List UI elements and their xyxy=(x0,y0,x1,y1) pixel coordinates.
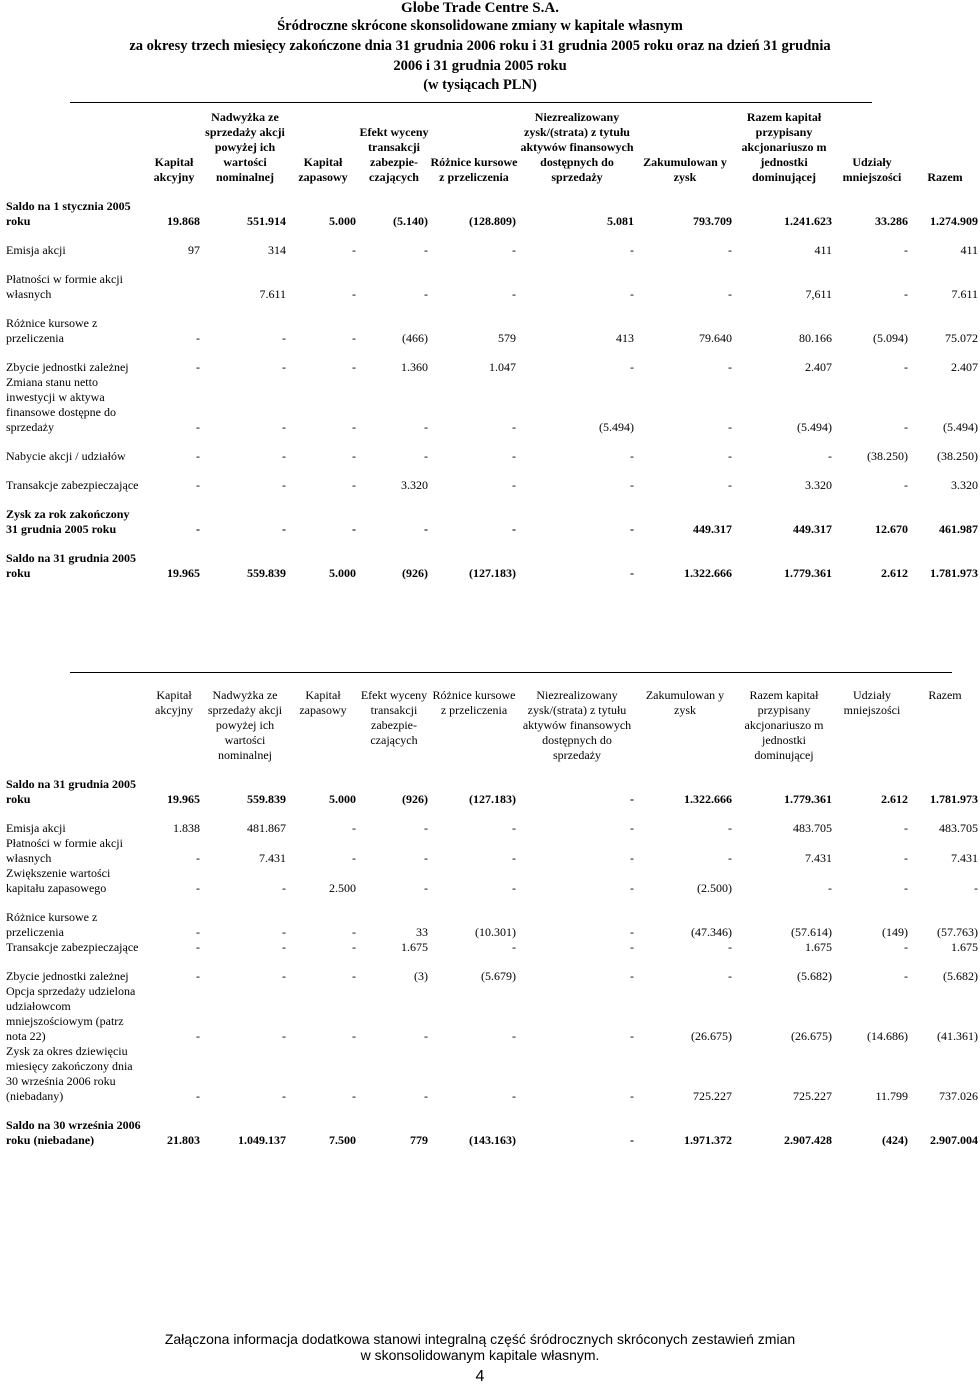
cell-value: 1.322.666 xyxy=(684,566,732,580)
cell-value: - xyxy=(196,449,200,463)
cell-value: 725.227 xyxy=(693,1089,732,1103)
spacer-row xyxy=(6,302,980,316)
cell-value: (143.163) xyxy=(469,1133,516,1147)
cell-value: 33 xyxy=(416,925,428,939)
cell-value: - xyxy=(352,449,356,463)
cell-value: 411 xyxy=(814,243,832,257)
cell-value: - xyxy=(630,940,634,954)
cell-value: 75.072 xyxy=(945,331,978,345)
cell-value: - xyxy=(352,243,356,257)
cell-value: (424) xyxy=(882,1133,908,1147)
cell-value: - xyxy=(424,287,428,301)
cell-value: 5.000 xyxy=(329,214,356,228)
cell-value: 483.705 xyxy=(939,821,978,835)
row-label: Emisja akcji xyxy=(6,821,66,835)
cell-value: - xyxy=(196,360,200,374)
cell-value: 449.317 xyxy=(793,522,832,536)
column-header: Udziały mniejszości xyxy=(843,688,901,717)
cell-value: - xyxy=(728,969,732,983)
cell-value: - xyxy=(282,420,286,434)
equity-table-2006 xyxy=(6,688,980,1148)
cell-value: 1.675 xyxy=(805,940,832,954)
row-label: Saldo na 1 stycznia 2005 roku xyxy=(6,199,131,228)
column-header: Niezrealizowany zysk/(strata) z tytułu aktywów finansowych dostępnych do sprzedaży xyxy=(520,110,634,184)
cell-value: 1.675 xyxy=(951,940,978,954)
cell-value: - xyxy=(352,331,356,345)
cell-value: 7,611 xyxy=(805,287,832,301)
spacer-row xyxy=(6,1104,980,1118)
table-row xyxy=(6,1118,980,1148)
row-label: Płatności w formie akcji własnych xyxy=(6,836,123,865)
cell-value: - xyxy=(630,881,634,895)
cell-value: - xyxy=(196,1029,200,1043)
cell-value: 483.705 xyxy=(793,821,832,835)
column-header: Zakumulowan y zysk xyxy=(645,688,725,717)
row-label: Opcja sprzedaży udzielona udziałowcom mniejszościowym (patrz nota 22) xyxy=(6,984,136,1043)
cell-value: - xyxy=(352,1089,356,1103)
cell-value: 2.907.004 xyxy=(930,1133,978,1147)
row-label: Saldo na 31 grudnia 2005 roku xyxy=(6,551,137,580)
cell-value: 1.779.361 xyxy=(784,792,832,806)
cell-value: 1.047 xyxy=(489,360,516,374)
cell-value: - xyxy=(630,360,634,374)
cell-value: - xyxy=(512,478,516,492)
cell-value: 551.914 xyxy=(247,214,286,228)
table-row xyxy=(6,777,980,807)
cell-value: (5.682) xyxy=(943,969,978,983)
cell-value: 1.971.372 xyxy=(684,1133,732,1147)
cell-value: - xyxy=(728,478,732,492)
cell-value: - xyxy=(904,243,908,257)
spacer-row xyxy=(6,537,980,551)
cell-value: - xyxy=(424,851,428,865)
cell-value: 1.274.909 xyxy=(930,214,978,228)
cell-value: 737.026 xyxy=(939,1089,978,1103)
column-header: Kapitał akcyjny xyxy=(155,688,193,717)
cell-value: 33.286 xyxy=(875,214,908,228)
row-label: Różnice kursowe z przeliczenia xyxy=(6,910,98,939)
cell-value: - xyxy=(512,287,516,301)
cell-value: 3.320 xyxy=(951,478,978,492)
row-label: Płatności w formie akcji własnych xyxy=(6,272,123,301)
cell-value: - xyxy=(282,969,286,983)
spacer-row xyxy=(6,346,980,360)
cell-value: (926) xyxy=(402,792,428,806)
company-name: Globe Trade Centre S.A. xyxy=(401,0,559,16)
cell-value: - xyxy=(728,420,732,434)
cell-value: 1.781.973 xyxy=(930,566,978,580)
page-number: 4 xyxy=(475,1368,485,1385)
cell-value: - xyxy=(282,360,286,374)
column-header-row xyxy=(6,688,980,763)
spacer-row xyxy=(6,229,980,243)
cell-value: (57.763) xyxy=(937,925,978,939)
cell-value: - xyxy=(282,1029,286,1043)
cell-value: - xyxy=(512,1089,516,1103)
spacer-row xyxy=(6,185,980,199)
column-header: Udziały mniejszości xyxy=(842,155,902,184)
cell-value: 559.839 xyxy=(247,566,286,580)
cell-value: (38.250) xyxy=(867,449,908,463)
column-header: Efekt wyceny transakcji zabezpie-czających xyxy=(360,688,428,747)
cell-value: - xyxy=(630,925,634,939)
cell-value: 779 xyxy=(410,1133,428,1147)
cell-value: - xyxy=(630,522,634,536)
cell-value: - xyxy=(630,1089,634,1103)
column-header-row xyxy=(6,110,980,185)
cell-value: 7.431 xyxy=(805,851,832,865)
cell-value: - xyxy=(904,969,908,983)
cell-value: (14.686) xyxy=(867,1029,908,1043)
footer-line: w skonsolidowanym kapitale własnym. xyxy=(360,1347,600,1363)
cell-value: 1.322.666 xyxy=(684,792,732,806)
spacer-row xyxy=(6,493,980,507)
row-label: Zbycie jednostki zależnej xyxy=(6,360,129,374)
cell-value: 2.907.428 xyxy=(784,1133,832,1147)
cell-value: - xyxy=(904,478,908,492)
statement-period: za okresy trzech miesięcy zakończone dnia 31 grudnia 2006 roku i 31 grudnia 2005 roku oraz na dzień 31 grudnia xyxy=(129,38,831,54)
column-header: Razem xyxy=(928,688,962,702)
cell-value: 1.049.137 xyxy=(238,1133,286,1147)
cell-value: - xyxy=(630,478,634,492)
row-label: Emisja akcji xyxy=(6,243,66,257)
cell-value: - xyxy=(282,881,286,895)
cell-value: - xyxy=(728,851,732,865)
cell-value: (2.500) xyxy=(697,881,732,895)
cell-value: 19.965 xyxy=(167,792,200,806)
cell-value: - xyxy=(196,940,200,954)
cell-value: - xyxy=(352,821,356,835)
cell-value: - xyxy=(352,1029,356,1043)
spacer-row xyxy=(6,464,980,478)
cell-value: - xyxy=(282,925,286,939)
table-row xyxy=(6,507,980,537)
cell-value: - xyxy=(512,522,516,536)
table-row xyxy=(6,478,980,493)
table-row xyxy=(6,1044,980,1104)
cell-value: - xyxy=(282,940,286,954)
cell-value: - xyxy=(728,243,732,257)
cell-value: - xyxy=(352,287,356,301)
cell-value: 314 xyxy=(268,243,286,257)
cell-value: 19.868 xyxy=(167,214,200,228)
table-row xyxy=(6,449,980,464)
cell-value: - xyxy=(630,821,634,835)
cell-value: - xyxy=(728,360,732,374)
cell-value: (5.140) xyxy=(393,214,428,228)
cell-value xyxy=(146,272,202,302)
column-header: Nadwyżka ze sprzedaży akcji powyżej ich wartości nominalnej xyxy=(205,110,285,184)
cell-value: - xyxy=(424,522,428,536)
cell-value: (5.682) xyxy=(797,969,832,983)
cell-value: - xyxy=(424,420,428,434)
cell-value: - xyxy=(352,925,356,939)
cell-value: - xyxy=(352,360,356,374)
footer-note xyxy=(0,1331,960,1363)
column-header: Różnice kursowe z przeliczenia xyxy=(432,688,516,717)
row-label: Zysk za okres dziewięciu miesięcy zakończony dnia 30 września 2006 roku (niebadany) xyxy=(6,1044,133,1103)
row-label: Różnice kursowe z przeliczenia xyxy=(6,316,98,345)
column-header: Razem xyxy=(927,170,963,184)
cell-value: 2.612 xyxy=(881,792,908,806)
cell-value: - xyxy=(512,821,516,835)
table-row xyxy=(6,272,980,302)
cell-value: - xyxy=(282,449,286,463)
cell-value: - xyxy=(352,420,356,434)
spacer-row xyxy=(6,763,980,777)
cell-value: - xyxy=(828,881,832,895)
cell-value: - xyxy=(196,331,200,345)
cell-value: (127.183) xyxy=(469,566,516,580)
cell-value: 461.987 xyxy=(939,522,978,536)
table-row xyxy=(6,821,980,836)
cell-value: - xyxy=(512,420,516,434)
column-header: Kapitał akcyjny xyxy=(153,155,195,184)
table-row xyxy=(6,836,980,866)
row-label: Zmiana stanu netto inwestycji w aktywa finansowe dostępne do sprzedaży xyxy=(6,375,116,434)
cell-value: (926) xyxy=(402,566,428,580)
cell-value: - xyxy=(728,821,732,835)
cell-value: - xyxy=(512,940,516,954)
row-label: Nabycie akcji / udziałów xyxy=(6,449,126,463)
row-label: Transakcje zabezpieczające xyxy=(6,478,139,492)
cell-value: - xyxy=(630,566,634,580)
cell-value: - xyxy=(974,881,978,895)
cell-value: - xyxy=(282,522,286,536)
cell-value: - xyxy=(282,1089,286,1103)
cell-value: - xyxy=(512,851,516,865)
cell-value: 411 xyxy=(960,243,978,257)
cell-value: - xyxy=(512,243,516,257)
row-label: Zbycie jednostki zależnej xyxy=(6,969,129,983)
cell-value: 7.611 xyxy=(259,287,286,301)
column-header: Zakumulowan y zysk xyxy=(643,155,727,184)
spacer-row xyxy=(6,807,980,821)
cell-value: 19.965 xyxy=(167,566,200,580)
cell-value: - xyxy=(904,821,908,835)
cell-value: 21.803 xyxy=(167,1133,200,1147)
cell-value: - xyxy=(196,1089,200,1103)
cell-value: 481.867 xyxy=(247,821,286,835)
cell-value: 3.320 xyxy=(401,478,428,492)
cell-value: - xyxy=(196,969,200,983)
cell-value: - xyxy=(630,969,634,983)
column-header: Nadwyżka ze sprzedaży akcji powyżej ich wartości nominalnej xyxy=(207,688,283,762)
row-label: Saldo na 31 grudnia 2005 roku xyxy=(6,777,137,806)
cell-value: - xyxy=(630,851,634,865)
spacer-row xyxy=(6,435,980,449)
statement-period-cont: 2006 i 31 grudnia 2005 roku xyxy=(393,58,567,74)
cell-value: (5.494) xyxy=(599,420,634,434)
cell-value: 1.838 xyxy=(173,821,200,835)
cell-value: - xyxy=(630,1133,634,1147)
cell-value: 1.781.973 xyxy=(930,792,978,806)
cell-value: (5.094) xyxy=(873,331,908,345)
cell-value: (26.675) xyxy=(691,1029,732,1043)
cell-value: - xyxy=(828,449,832,463)
equity-table-2005 xyxy=(6,110,980,581)
cell-value: 80.166 xyxy=(799,331,832,345)
cell-value: - xyxy=(424,243,428,257)
cell-value: 2.612 xyxy=(881,566,908,580)
cell-value: - xyxy=(424,881,428,895)
cell-value: - xyxy=(728,287,732,301)
column-header: Razem kapitał przypisany akcjonariuszo m jednostki dominującej xyxy=(744,688,824,762)
cell-value: (128.809) xyxy=(469,214,516,228)
table-row xyxy=(6,984,980,1044)
row-label: Zwiększenie wartości kapitału zapasowego xyxy=(6,866,111,895)
cell-value: 449.317 xyxy=(693,522,732,536)
cell-value: - xyxy=(630,287,634,301)
statement-units: (w tysiącach PLN) xyxy=(423,77,537,93)
cell-value: 5.000 xyxy=(329,566,356,580)
cell-value: - xyxy=(196,478,200,492)
spacer-row xyxy=(6,896,980,910)
row-label: Transakcje zabezpieczające xyxy=(6,940,139,954)
cell-value: - xyxy=(904,940,908,954)
cell-value: - xyxy=(352,969,356,983)
cell-value: 12.670 xyxy=(875,522,908,536)
cell-value: - xyxy=(728,449,732,463)
cell-value: 97 xyxy=(188,243,200,257)
cell-value: - xyxy=(630,449,634,463)
cell-value: (38.250) xyxy=(937,449,978,463)
cell-value: (10.301) xyxy=(475,925,516,939)
cell-value: (5.679) xyxy=(481,969,516,983)
cell-value: - xyxy=(512,881,516,895)
cell-value: 11.799 xyxy=(875,1089,908,1103)
cell-value: 3.320 xyxy=(805,478,832,492)
column-header: Niezrealizowany zysk/(strata) z tytułu aktywów finansowych dostępnych do sprzedaży xyxy=(522,688,632,762)
cell-value: 2.407 xyxy=(951,360,978,374)
table-row xyxy=(6,316,980,346)
cell-value: 7.431 xyxy=(259,851,286,865)
table-row xyxy=(6,551,980,581)
section-rule xyxy=(70,672,952,673)
cell-value: - xyxy=(630,1029,634,1043)
cell-value: (26.675) xyxy=(791,1029,832,1043)
cell-value: (57.614) xyxy=(791,925,832,939)
cell-value: 79.640 xyxy=(699,331,732,345)
cell-value: 579 xyxy=(498,331,516,345)
cell-value: 793.709 xyxy=(693,214,732,228)
cell-value: - xyxy=(512,449,516,463)
cell-value: (5.494) xyxy=(797,420,832,434)
table-row xyxy=(6,243,980,258)
cell-value: - xyxy=(512,1029,516,1043)
cell-value: (5.494) xyxy=(943,420,978,434)
cell-value: - xyxy=(352,522,356,536)
cell-value: (466) xyxy=(402,331,428,345)
row-label: Saldo na 30 września 2006 roku (niebadane) xyxy=(6,1118,141,1147)
cell-value: (41.361) xyxy=(937,1029,978,1043)
table-row xyxy=(6,360,980,375)
column-header: Różnice kursowe z przeliczenia xyxy=(430,155,518,184)
cell-value: 725.227 xyxy=(793,1089,832,1103)
cell-value: - xyxy=(424,821,428,835)
footer-line: Załączona informacja dodatkowa stanowi integralną część śródrocznych skróconych zestawień zmian xyxy=(164,1331,796,1347)
cell-value: - xyxy=(282,478,286,492)
column-header: Razem kapitał przypisany akcjonariuszo m jednostki dominującej xyxy=(741,110,827,184)
table-row xyxy=(6,910,980,940)
table-row xyxy=(6,866,980,896)
spacer-row xyxy=(6,258,980,272)
cell-value: - xyxy=(904,287,908,301)
table-row xyxy=(6,969,980,984)
cell-value: - xyxy=(630,792,634,806)
cell-value: - xyxy=(630,243,634,257)
cell-value: - xyxy=(424,1029,428,1043)
table-row xyxy=(6,940,980,955)
cell-value: - xyxy=(196,881,200,895)
cell-value: (149) xyxy=(882,925,908,939)
cell-value: - xyxy=(728,940,732,954)
cell-value: 559.839 xyxy=(247,792,286,806)
cell-value: 5.000 xyxy=(329,792,356,806)
column-header: Efekt wyceny transakcji zabezpie-czających xyxy=(359,125,429,184)
cell-value: - xyxy=(196,851,200,865)
statement-title: Śródroczne skrócone skonsolidowane zmiany w kapitale własnym xyxy=(277,18,683,34)
table-row xyxy=(6,199,980,229)
column-header: Kapitał zapasowy xyxy=(299,688,347,717)
cell-value: - xyxy=(904,360,908,374)
cell-value: 1.779.361 xyxy=(784,566,832,580)
cell-value: 2.407 xyxy=(805,360,832,374)
cell-value: - xyxy=(282,331,286,345)
cell-value: 7.611 xyxy=(951,287,978,301)
table-row xyxy=(6,375,980,435)
column-header: Kapitał zapasowy xyxy=(298,155,348,184)
cell-value: 1.241.623 xyxy=(784,214,832,228)
spacer-row xyxy=(6,955,980,969)
cell-value: 1.675 xyxy=(401,940,428,954)
cell-value: 5.081 xyxy=(607,214,634,228)
cell-value: 7.500 xyxy=(329,1133,356,1147)
cell-value: 7.431 xyxy=(951,851,978,865)
cell-value: - xyxy=(352,851,356,865)
cell-value: 413 xyxy=(616,331,634,345)
cell-value: (3) xyxy=(414,969,428,983)
cell-value: - xyxy=(904,851,908,865)
cell-value: - xyxy=(904,420,908,434)
cell-value: - xyxy=(196,522,200,536)
cell-value: - xyxy=(904,881,908,895)
cell-value: - xyxy=(352,940,356,954)
cell-value: - xyxy=(424,449,428,463)
cell-value: - xyxy=(196,420,200,434)
cell-value: - xyxy=(424,1089,428,1103)
cell-value: 2.500 xyxy=(329,881,356,895)
cell-value: (127.183) xyxy=(469,792,516,806)
header-rule xyxy=(70,102,872,103)
cell-value: - xyxy=(352,478,356,492)
row-label: Zysk za rok zakończony 31 grudnia 2005 roku xyxy=(6,507,130,536)
cell-value: (47.346) xyxy=(691,925,732,939)
cell-value: - xyxy=(196,925,200,939)
cell-value: 1.360 xyxy=(401,360,428,374)
